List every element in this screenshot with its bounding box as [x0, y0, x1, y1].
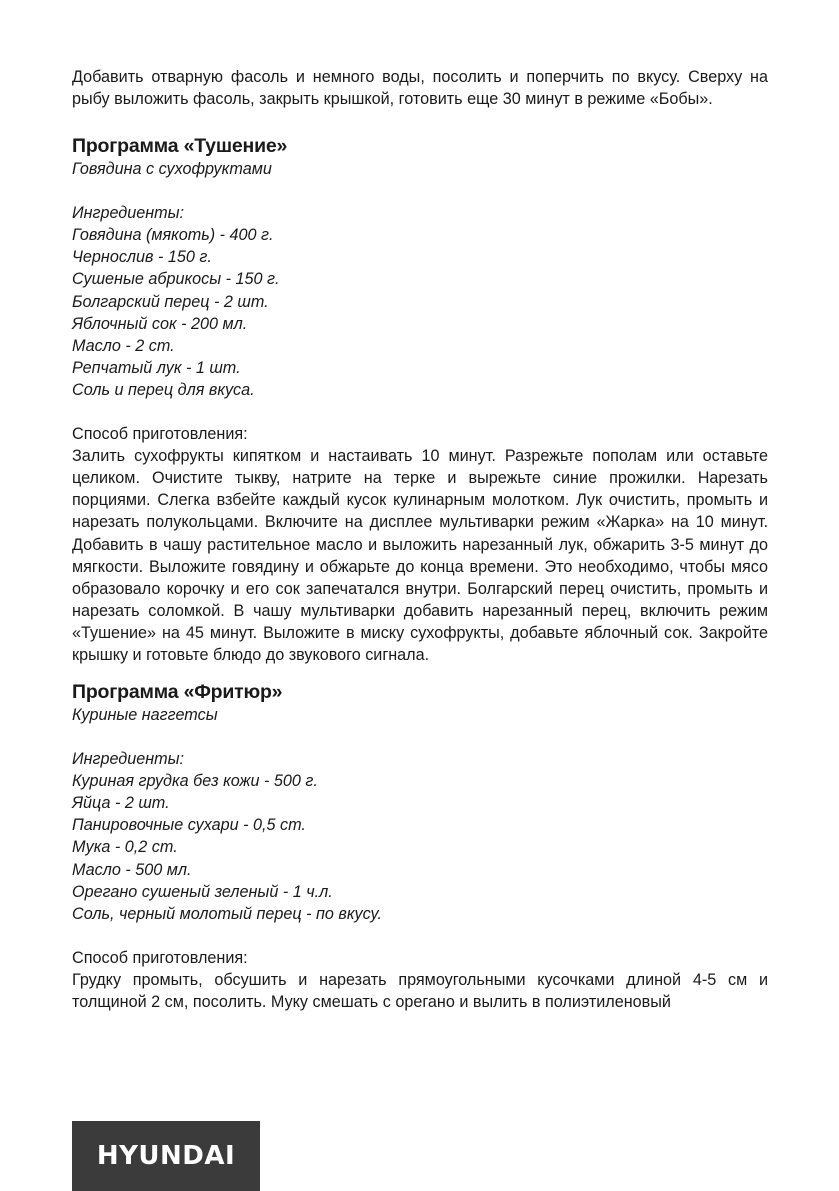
section-subtitle: Говядина с сухофруктами — [72, 160, 272, 179]
ingredients-label: Ингредиенты: — [72, 750, 185, 769]
section-stewing — [72, 134, 768, 666]
ingredient-item: Орегано сушеный зеленый - 1 ч.л. — [72, 882, 333, 901]
spacer — [72, 118, 768, 126]
ingredients-label: Ингредиенты: — [72, 204, 185, 223]
ingredient-item: Соль, черный молотый перец - по вкусу. — [72, 904, 383, 923]
hyundai-logo — [72, 1121, 260, 1191]
method-label: Способ приготовления: — [72, 425, 248, 444]
method-label: Способ приготовления: — [72, 948, 248, 967]
section-title: Программа «Фритюр» — [72, 681, 283, 704]
method-text: Грудку промыть, обсушить и нарезать прямоугольными кусочками длиной 4-5 см и толщиной 2 см, посолить. Муку смешать с орегано и вылить в полиэтиленовый — [72, 970, 768, 1011]
spacer — [72, 401, 768, 423]
ingredient-item: Яйца - 2 шт. — [72, 794, 170, 813]
spacer — [72, 126, 768, 134]
ingredient-item: Куриная грудка без кожи - 500 г. — [72, 772, 318, 791]
ingredient-item: Говядина (мякоть) - 400 г. — [72, 226, 274, 245]
section-deep-frying — [72, 680, 768, 1013]
ingredients-list — [72, 224, 768, 401]
ingredient-item: Масло - 2 ст. — [72, 336, 175, 355]
spacer — [72, 180, 768, 202]
ingredient-item: Чернослив - 150 г. — [72, 248, 212, 267]
spacer — [72, 925, 768, 947]
section-title: Программа «Тушение» — [72, 135, 288, 158]
spacer — [72, 110, 768, 118]
ingredient-item: Масло - 500 мл. — [72, 860, 192, 879]
ingredient-item: Мука - 0,2 ст. — [72, 838, 178, 857]
ingredient-item: Репчатый лук - 1 шт. — [72, 358, 241, 377]
method-text: Залить сухофрукты кипятком и настаивать 10 минут. Разрежьте пополам или оставьте целиком. Очистите тыкву, натрите на терке и вырежьте синие прожилки. Нарезать порциями. Слегка взбейте каждый кусок кулинарным молотком. Лук очистить, промыть и нарезать полукольцами. Включите на дисплее мультиварки режим «Жарка» на 10 минут. Добавить в чашу растительное масло и выложить нарезанный лук, обжарить 3-5 минут до мягкости. Выложите говядину и обжарьте до конца времени. Это необходимо, чтобы мясо образовало корочку и его сок запечатался внутри. Болгарский перец очистить, промыть и нарезать соломкой. В чашу мультиварки добавить нарезанный перец, включить режим «Тушение» на 45 минут. Выложите в миску сухофрукты, добавьте яблочный сок. Закройте крышку и готовьте блюдо до звукового сигнала. — [72, 447, 768, 664]
ingredient-item: Сушеные абрикосы - 150 г. — [72, 270, 280, 289]
ingredients-list — [72, 770, 768, 925]
intro-paragraph: Добавить отварную фасоль и немного воды, посолить и поперчить по вкусу. Сверху на рыбу выложить фасоль, закрыть крышкой, готовить еще 30 минут в режиме «Бобы». — [72, 68, 768, 109]
ingredient-item: Болгарский перец - 2 шт. — [72, 292, 269, 311]
spacer — [72, 666, 768, 680]
section-subtitle: Куриные наггетсы — [72, 706, 218, 725]
ingredient-item: Яблочный сок - 200 мл. — [72, 314, 248, 333]
document-page — [72, 66, 768, 1013]
ingredient-item: Панировочные сухари - 0,5 ст. — [72, 816, 306, 835]
spacer — [72, 726, 768, 748]
ingredient-item: Соль и перец для вкуса. — [72, 380, 255, 399]
logo-text: HYUNDAI — [96, 1141, 236, 1171]
